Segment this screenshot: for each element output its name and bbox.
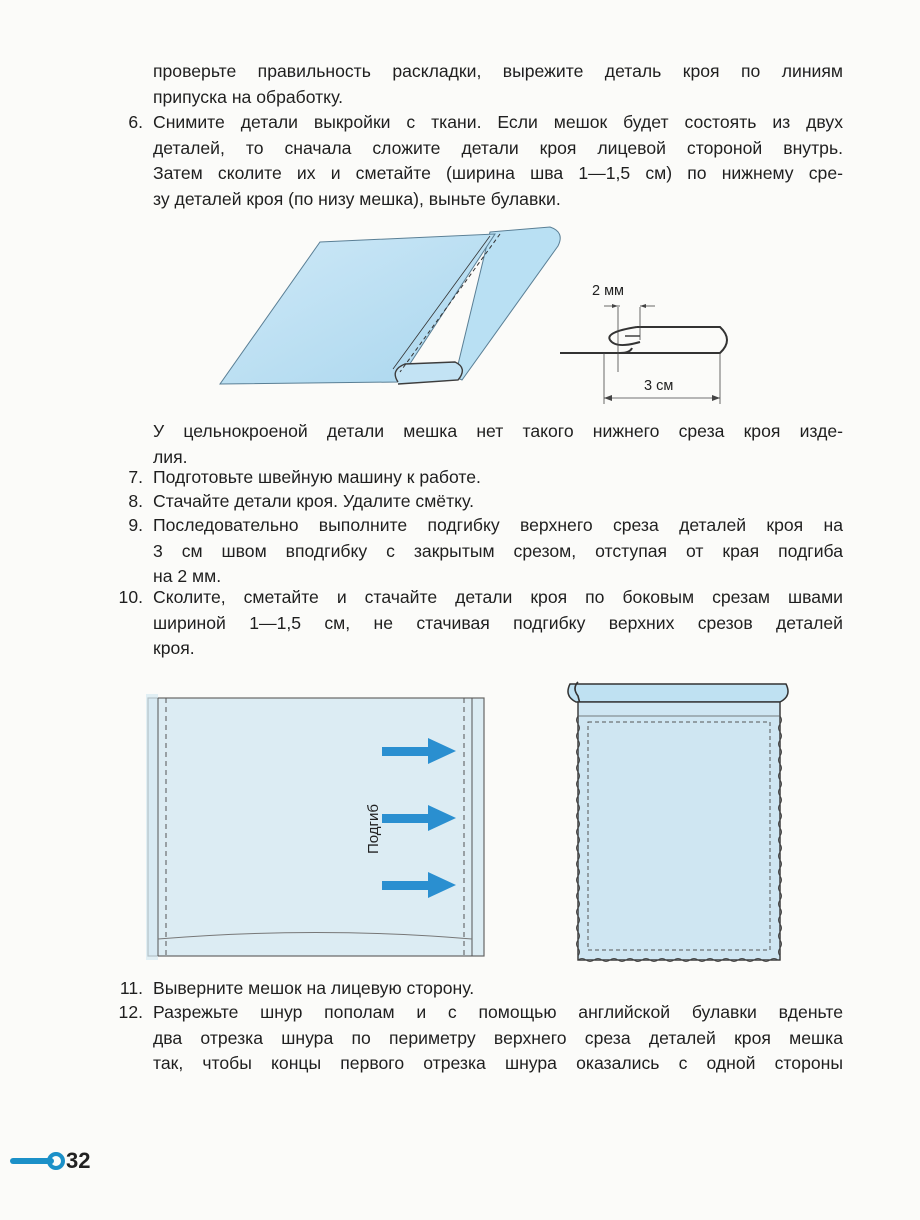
figure-fold-stitching <box>146 694 486 960</box>
step-number: 7. <box>128 467 143 487</box>
note-paragraph <box>153 419 843 470</box>
label-2mm: 2 мм <box>592 283 625 299</box>
step-12-line-1: Разрежьте шнур пополам и с помощью английской булавки вденьте <box>153 1002 843 1022</box>
step-10-line-1: Сколите, сметайте и стачайте детали кроя по боковым срезам швами <box>153 587 843 607</box>
bag-top-hem <box>568 684 788 702</box>
step-10-line-2: шириной 1—1,5 см, не стачивая подгибку верхних срезов деталей <box>153 612 843 633</box>
step-6-line-4: зу деталей кроя (по низу мешка), выньте булавки. <box>153 188 561 209</box>
step-number: 9. <box>128 515 143 535</box>
step-9-line-2: 3 см швом вподгибку с закрытым срезом, отступая от края подгиба <box>153 540 843 561</box>
label-fold: Подгиб <box>365 804 382 854</box>
figure-bag <box>560 676 800 966</box>
step-9-line-1: Последовательно выполните подгибку верхнего среза деталей кроя на <box>153 515 843 535</box>
note-line-1: У цельнокроеной детали мешка нет такого нижнего среза кроя изде- <box>153 421 843 441</box>
step-12-line-2: два отрезка шнура по периметру верхнего среза деталей кроя мешка <box>153 1027 843 1048</box>
step-number: 12. <box>118 1002 143 1022</box>
label-3cm: 3 см <box>644 378 674 394</box>
intro-paragraph <box>153 59 843 110</box>
step-number: 11. <box>119 978 143 998</box>
step-10-line-3: кроя. <box>153 638 195 658</box>
step-number: 6. <box>128 112 143 132</box>
step-8-text: Стачайте детали кроя. Удалите смётку. <box>153 491 474 511</box>
page-number-marker-icon <box>10 1150 66 1172</box>
bag-body <box>578 702 780 960</box>
page-number: 32 <box>66 1148 91 1173</box>
step-7-text: Подготовьте швейную машину к работе. <box>153 467 481 487</box>
note-line-2: лия. <box>153 446 188 467</box>
step-number: 8. <box>128 491 143 511</box>
step-6-line-2: деталей, то сначала сложите детали кроя лицевой стороной внутрь. <box>153 137 843 158</box>
step-9-line-3: на 2 мм. <box>153 566 222 586</box>
step-6-line-3: Затем сколите их и сметайте (ширина шва 1—1,5 см) по нижнему сре- <box>153 163 843 183</box>
step-6-line-1: Снимите детали выкройки с ткани. Если мешок будет состоять из двух <box>153 112 843 132</box>
step-number: 10. <box>118 587 143 607</box>
step-12-line-3: так, чтобы концы первого отрезка шнура оказались с одной стороны <box>153 1053 843 1073</box>
intro-line-2: припуска на обработку. <box>153 86 343 107</box>
intro-line-1: проверьте правильность раскладки, вырежите деталь кроя по линиям <box>153 61 843 81</box>
figure-fold-and-seam <box>200 212 760 412</box>
step-11-text: Выверните мешок на лицевую сторону. <box>153 978 475 998</box>
